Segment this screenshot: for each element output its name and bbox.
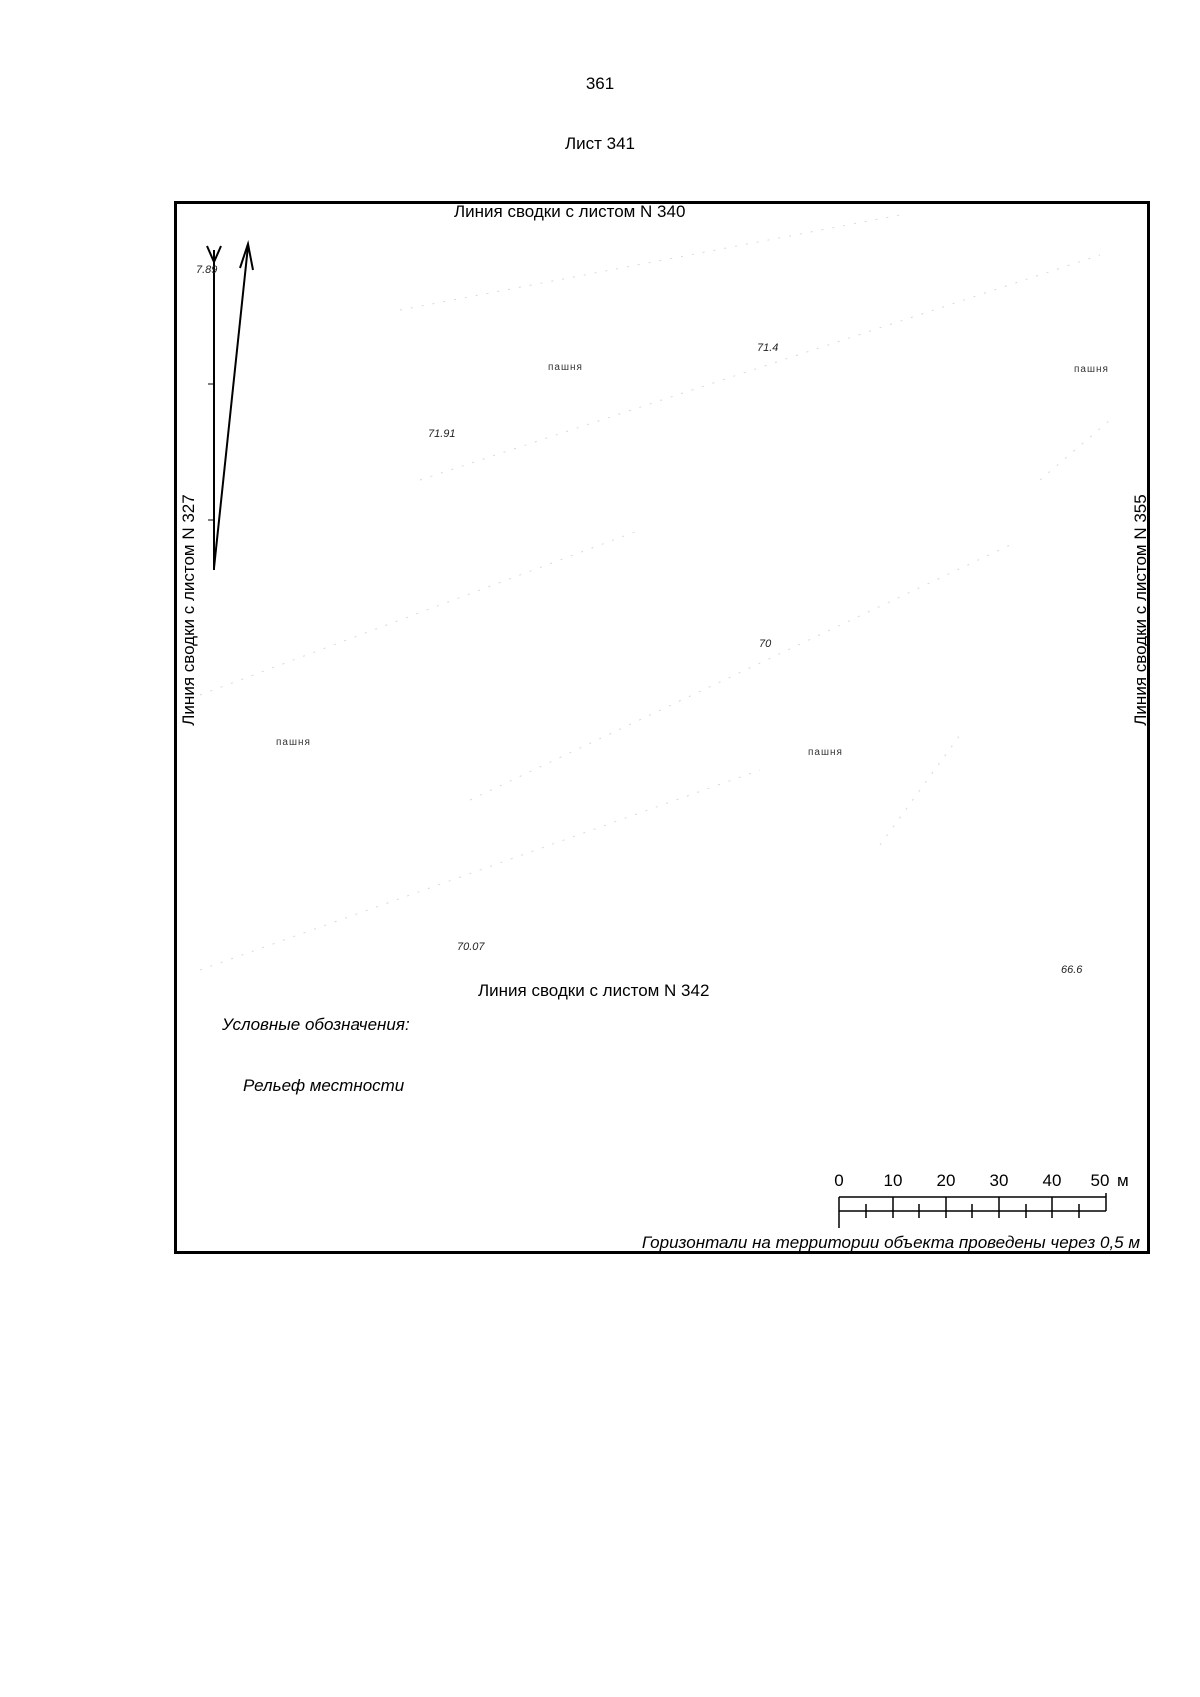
- contour-line: [200, 530, 640, 695]
- contour-line: [420, 255, 1100, 480]
- elevation-mark: 71.4: [757, 342, 779, 354]
- land-use-label: пашня: [548, 362, 583, 373]
- elevation-mark: 70: [759, 638, 772, 650]
- scale-tick-label: 40: [1042, 1171, 1062, 1190]
- contour-line: [1040, 420, 1110, 480]
- edge-label-right: Линия сводки с листом N 355: [1131, 494, 1150, 726]
- land-use-label: пашня: [1074, 364, 1109, 375]
- scale-tick-label: 50: [1090, 1171, 1110, 1190]
- scale-tick-label: 10: [883, 1171, 903, 1190]
- scale-unit: м: [1117, 1171, 1129, 1190]
- land-use-label: пашня: [808, 747, 843, 758]
- page-number: 361: [585, 74, 615, 93]
- scale-tick-label: 0: [834, 1171, 844, 1190]
- north-arrow-icon: [207, 244, 253, 570]
- elevation-mark: 66.6: [1061, 964, 1083, 976]
- legend-title: Условные обозначения:: [222, 1015, 410, 1034]
- edge-label-top: Линия сводки с листом N 340: [454, 202, 686, 221]
- scale-tick-label: 30: [989, 1171, 1009, 1190]
- elevation-mark: 70.07: [457, 941, 485, 953]
- contour-line: [200, 770, 760, 970]
- edge-label-left: Линия сводки с листом N 327: [179, 494, 198, 726]
- sheet-title: Лист 341: [564, 134, 636, 153]
- contour-line: [880, 735, 960, 845]
- scale-tick-label: 20: [936, 1171, 956, 1190]
- land-use-label: пашня: [276, 737, 311, 748]
- contour-line: [470, 545, 1010, 800]
- contour-lines: [200, 215, 1110, 970]
- elevation-mark: 7.89: [196, 264, 218, 276]
- elevation-mark: 71.91: [428, 428, 456, 440]
- contour-line: [400, 215, 900, 310]
- legend-item-relief: Рельеф местности: [243, 1076, 405, 1095]
- contour-interval-note: Горизонтали на территории объекта проведены через 0,5 м: [641, 1233, 1140, 1252]
- edge-label-bottom: Линия сводки с листом N 342: [478, 981, 710, 1000]
- scale-bar: [839, 1193, 1106, 1228]
